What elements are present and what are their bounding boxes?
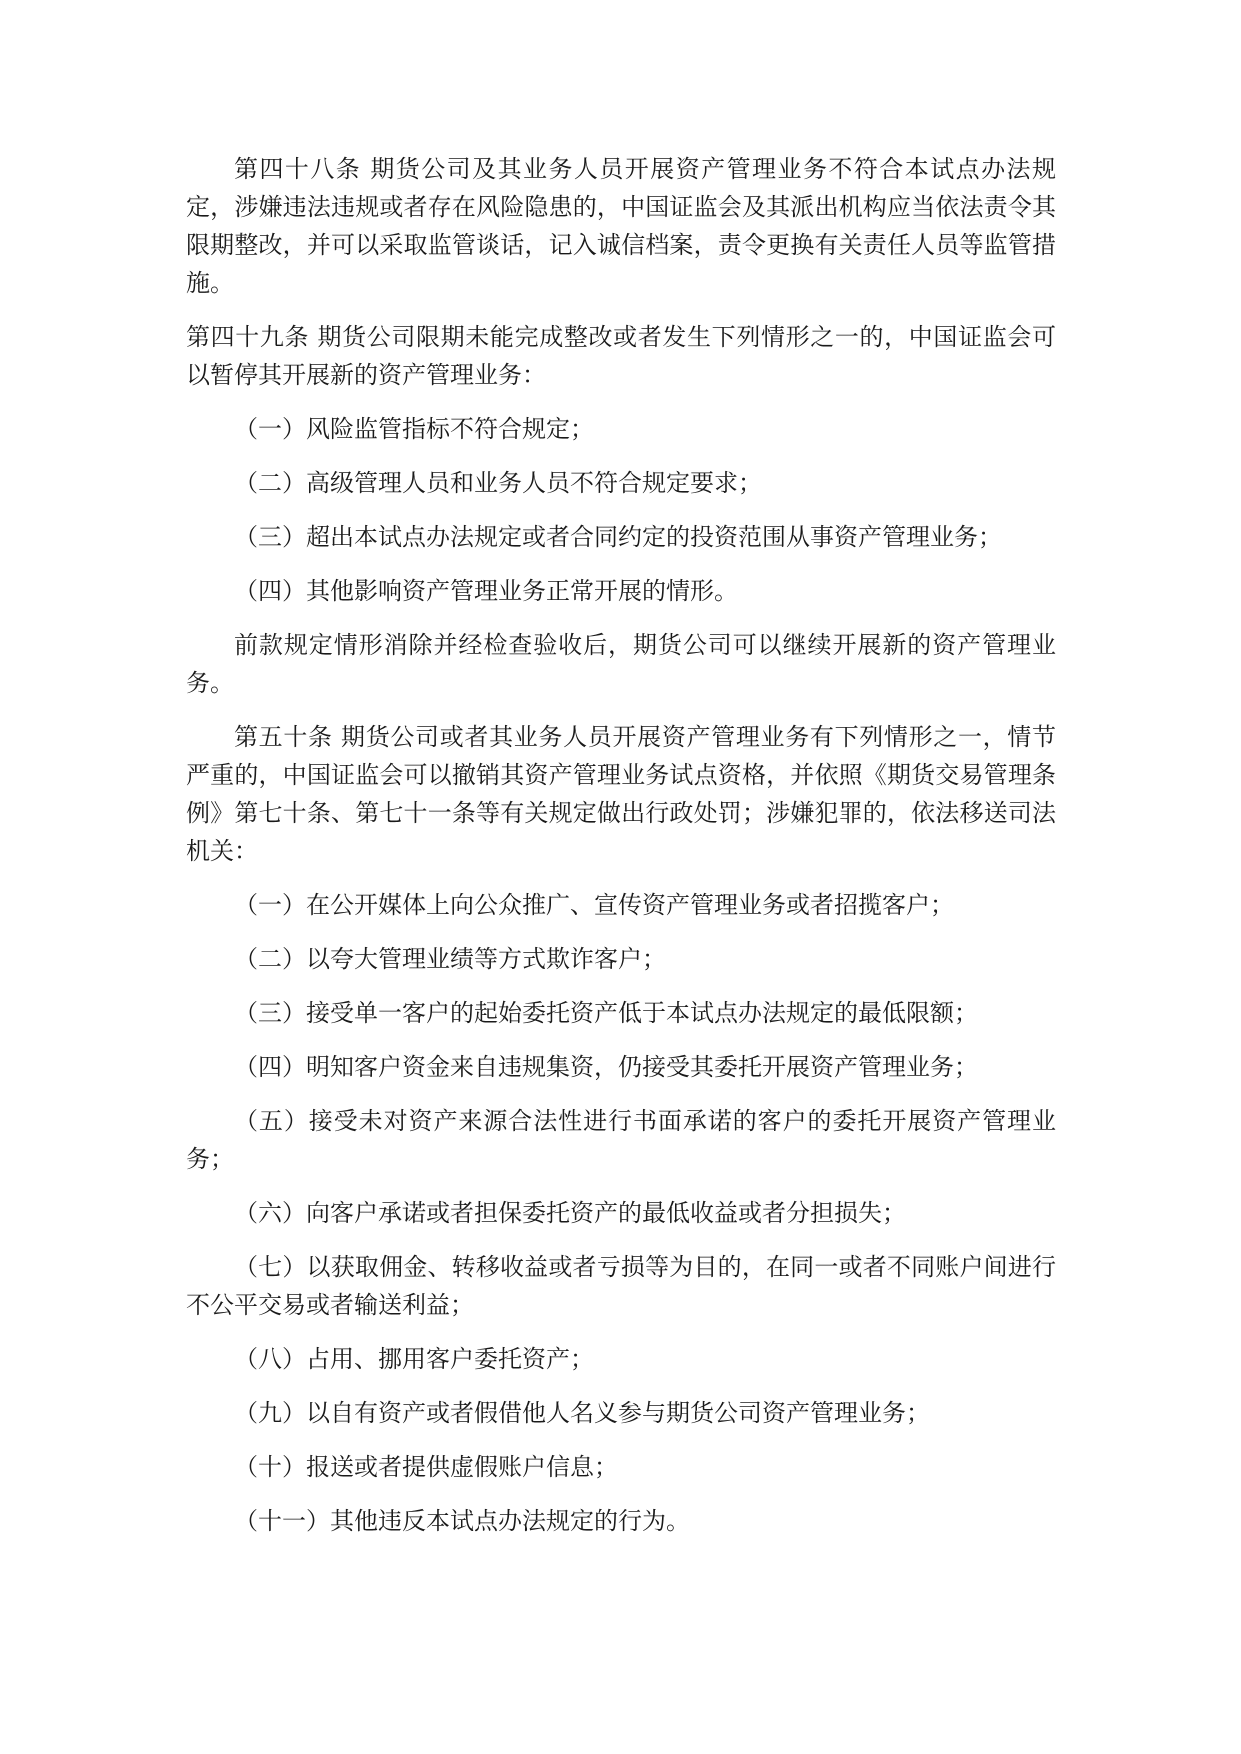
article-50-item-3: （三）接受单一客户的起始委托资产低于本试点办法规定的最低限额； [234,999,978,1027]
document-body [186,150,1056,1556]
article-49-item-2: （二）高级管理人员和业务人员不符合规定要求； [234,469,762,497]
article-49-item-3: （三）超出本试点办法规定或者合同约定的投资范围从事资产管理业务； [234,523,1002,551]
article-50-item-5: （五）接受未对资产来源合法性进行书面承诺的客户的委托开展资产管理业务； [186,1107,1056,1173]
article-50-item-1: （一）在公开媒体上向公众推广、宣传资产管理业务或者招揽客户； [234,891,954,919]
article-50-item-11: （十一）其他违反本试点办法规定的行为。 [234,1507,690,1535]
article-50-item-8: （八）占用、挪用客户委托资产； [234,1345,594,1373]
article-50-item-6: （六）向客户承诺或者担保委托资产的最低收益或者分担损失； [234,1199,906,1227]
article-50-intro: 第五十条 期货公司或者其业务人员开展资产管理业务有下列情形之一，情节严重的，中国证监会可以撤销其资产管理业务试点资格，并依照《期货交易管理条例》第七十条、第七十一条等有关规定做出行政处罚；涉嫌犯罪的，依法移送司法机关： [186,723,1056,865]
article-49-item-4: （四）其他影响资产管理业务正常开展的情形。 [234,577,738,605]
article-49-intro: 第四十九条 期货公司限期未能完成整改或者发生下列情形之一的，中国证监会可以暂停其开展新的资产管理业务： [186,323,1056,389]
article-50-item-7: （七）以获取佣金、转移收益或者亏损等为目的，在同一或者不同账户间进行不公平交易或者输送利益； [186,1253,1056,1319]
article-50-item-9: （九）以自有资产或者假借他人名义参与期货公司资产管理业务； [234,1399,930,1427]
article-50-item-4: （四）明知客户资金来自违规集资，仍接受其委托开展资产管理业务； [234,1053,978,1081]
article-48-paragraph: 第四十八条 期货公司及其业务人员开展资产管理业务不符合本试点办法规定，涉嫌违法违规或者存在风险隐患的，中国证监会及其派出机构应当依法责令其限期整改，并可以采取监管谈话，记入诚信档案，责令更换有关责任人员等监管措施。 [186,155,1056,297]
article-50-item-10: （十）报送或者提供虚假账户信息； [234,1453,618,1481]
article-49-closing: 前款规定情形消除并经检查验收后，期货公司可以继续开展新的资产管理业务。 [186,631,1056,697]
article-50-item-2: （二）以夸大管理业绩等方式欺诈客户； [234,945,666,973]
article-49-item-1: （一）风险监管指标不符合规定； [234,415,594,443]
